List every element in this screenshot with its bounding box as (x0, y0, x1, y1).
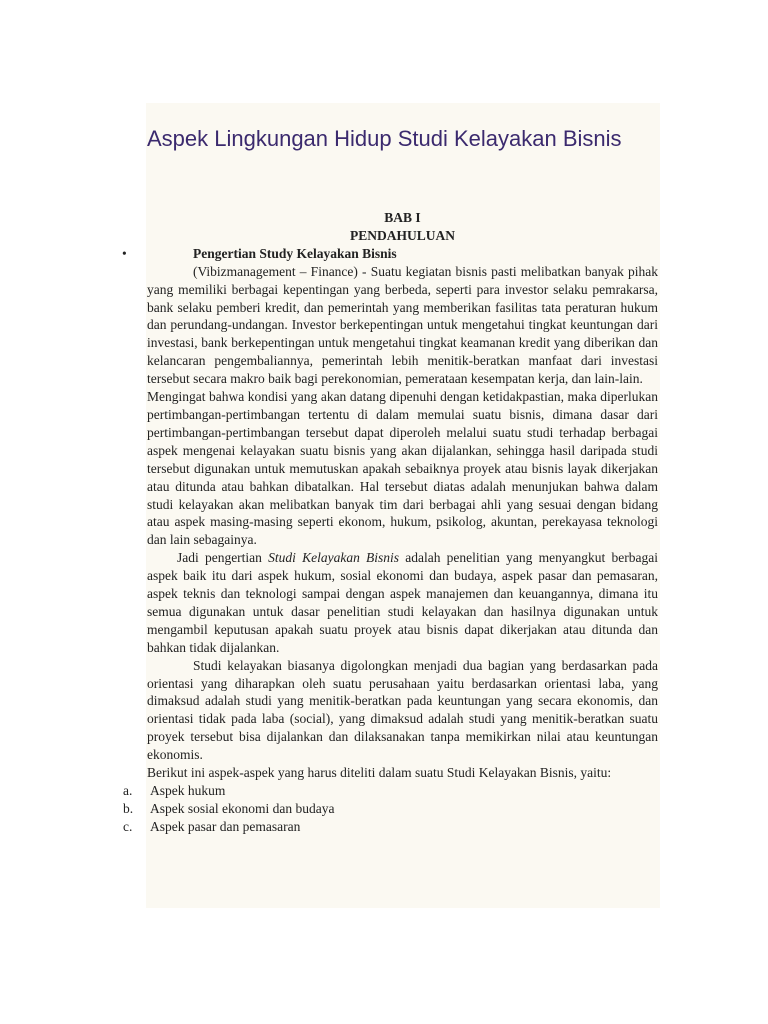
list-marker: a. (123, 783, 133, 798)
list-item-label: Aspek sosial ekonomi dan budaya (150, 800, 335, 816)
definition-body: adalah penelitian yang menyangkut berbagai aspek baik itu dari aspek hukum, sosial ekonomi dan budaya, aspek pasar dan pemasaran, aspek teknis dan teknologi sampai dengan aspek manajemen dan keuangannya, dimana itu semua digunakan untuk dasar penelitian studi kelayakan dan hasilnya digunakan untuk mengambil keputusan apakah suatu proyek atau bisnis dapat dikerjakan atau ditunda dan bahkan tidak dijalankan. (147, 550, 658, 655)
list-item (123, 818, 658, 836)
chapter-title: PENDAHULUAN (349, 227, 455, 243)
list-marker: c. (123, 818, 133, 834)
paragraph-intro: (Vibizmanagement – Finance) - Suatu kegiatan bisnis pasti melibatkan banyak pihak yang memiliki berbagai kepentingan yang berbeda, seperti para investor selaku pemrakarsa, bank selaku pemberi kredit, dan pemerintah yang memberikan fasilitas tata peraturan hukum dan perundang-undangan. Investor berkepentingan untuk mengetahui tingkat keuntungan dari investasi, bank berkepentingan untuk mengetahui tingkat keamanan kredit yang diberikan dan kelancaran pengembaliannya, pemerintah lebih menitik-beratkan manfaat dari investasi tersebut secara makro baik bagi perekonomian, pemerataan kesempatan kerja, dan lain-lain. (147, 263, 658, 387)
page-title: Aspek Lingkungan Hidup Studi Kelayakan Bisnis (147, 126, 622, 151)
aspects-list (123, 782, 658, 836)
list-item-label: Aspek pasar dan pemasaran (150, 818, 301, 834)
bullet-icon: • (122, 245, 127, 261)
section-heading: Pengertian Study Kelayakan Bisnis (193, 245, 397, 261)
list-item (123, 800, 658, 818)
list-item-label: Aspek hukum (150, 783, 226, 798)
paragraph-aspects-intro: Berikut ini aspek-aspek yang harus diteliti dalam suatu Studi Kelayakan Bisnis, yaitu: (147, 765, 612, 781)
definition-term: Studi Kelayakan Bisnis (268, 550, 400, 566)
paragraph-definition (147, 549, 658, 656)
document-body (122, 209, 658, 836)
paragraph-uncertainty: Mengingat bahwa kondisi yang akan datang dipenuhi dengan ketidakpastian, maka diperlukan pertimbangan-pertimbangan tertentu di dalam memulai suatu bisnis, dimana dasar dari pertimbangan-pertimbangan tersebut dapat diperoleh melalui suatu studi terhadap berbagai aspek mengenai kelayakan suatu bisnis yang akan dijalankan, sehingga hasil daripada studi tersebut digunakan untuk memutuskan apakah sebaiknya proyek atau bisnis layak dikerjakan atau ditunda atau bahkan dibatalkan. Hal tersebut diatas adalah menunjukan bahwa dalam studi kelayakan akan melibatkan banyak tim dari berbagai ahli yang sesuai dengan bidang atau aspek masing-masing seperti ekonom, hukum, psikolog, akuntan, perekayasa teknologi dan lain sebagainya. (147, 389, 658, 548)
definition-lead: Jadi pengertian (177, 550, 269, 566)
list-marker: b. (123, 800, 134, 816)
paragraph-classification: Studi kelayakan biasanya digolongkan menjadi dua bagian yang berdasarkan pada orientasi yang diharapkan oleh suatu perusahaan yaitu berdasarkan orientasi laba, yang dimaksud adalah studi yang menitik-beratkan pada keuntungan yang secara ekonomis, dan orientasi tidak pada laba (social), yang dimaksud adalah studi yang menitik-beratkan suatu proyek tersebut bisa dijalankan dan dilaksanakan tanpa memikirkan nilai atau keuntungan ekonomis. (147, 657, 658, 763)
list-item (123, 782, 658, 800)
section-heading-row (122, 245, 658, 263)
chapter-number: BAB I (384, 210, 421, 225)
